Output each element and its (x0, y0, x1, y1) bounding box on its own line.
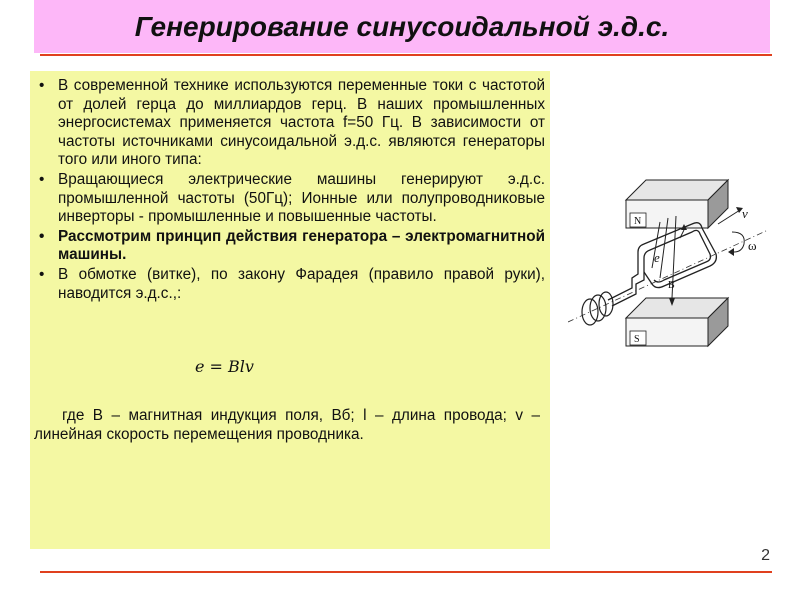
omega-label: ω (748, 238, 757, 253)
title-bar (34, 0, 770, 53)
top-divider (40, 54, 772, 56)
slide-title: Генерирование синусоидальной э.д.с. (134, 10, 670, 42)
bullet-item: • Вращающиеся электрические машины генерируют э.д.с. промышленной частоты (50Гц); Ионные или полупроводниковые инверторы - промышленные и повышенные частоты. (30, 171, 545, 227)
south-magnet (626, 298, 728, 346)
formula: e = Blv (195, 357, 254, 376)
emf-label: e (654, 250, 660, 265)
velocity-label: v (742, 206, 748, 221)
bullet-list (30, 77, 545, 304)
bottom-divider (40, 571, 772, 573)
generator-diagram (568, 160, 778, 375)
bullet-item: • Рассмотрим принцип действия генератора – электромагнитной машины. (30, 228, 545, 265)
definition-text: где B – магнитная индукция поля, Вб; l – длина провода; v – линейная скорость перемещения проводника. (34, 407, 540, 443)
slip-rings (582, 292, 613, 325)
north-label: N (634, 216, 642, 227)
bullet-item: • В современной технике используются переменные токи с частотой от долей герца до миллиардов герц. В наших промышленных энергосистемах применяется частота f=50 Гц. В зависимости от частоты источниками синусоидальной э.д.с. являются генераторы того или иного типа: (30, 77, 545, 170)
bullet-item: • В обмотке (витке), по закону Фарадея (правило правой руки), наводится э.д.с.,: (30, 266, 545, 303)
induction-label: B (668, 280, 675, 291)
north-magnet (626, 180, 728, 228)
page-number: 2 (761, 547, 770, 564)
south-label: S (634, 334, 640, 345)
